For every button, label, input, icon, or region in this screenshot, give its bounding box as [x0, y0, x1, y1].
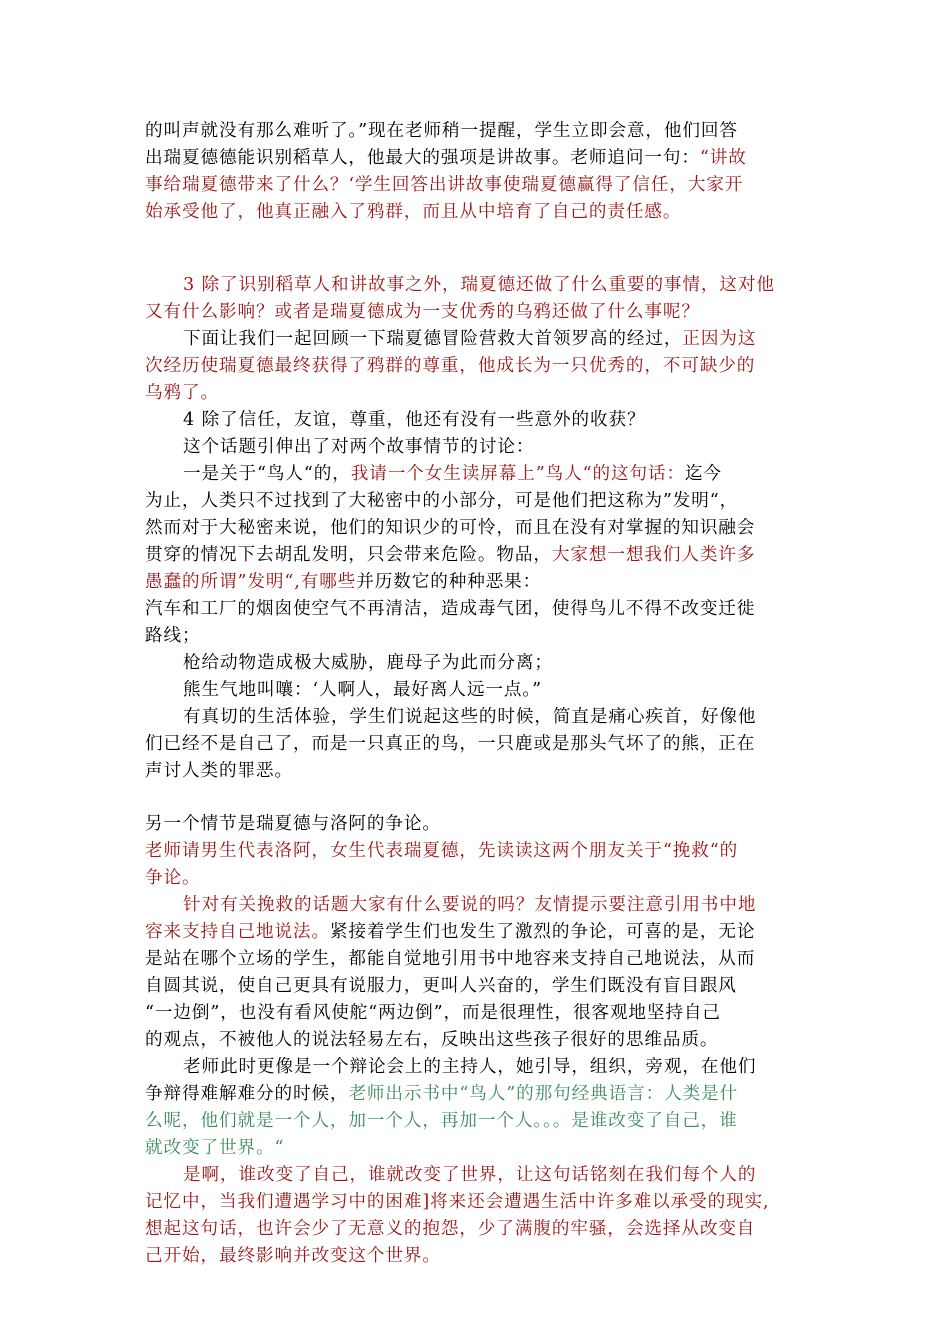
text-line: 枪给动物造成极大威胁，鹿母子为此而分离；: [183, 653, 553, 673]
highlight-quote: 老师出示书中“鸟人”的那句经典语言：人类是什: [348, 1084, 739, 1104]
paragraph-debate: [145, 892, 810, 1054]
text-line: 为止，人类只不过找到了大秘密中的小部分，可是他们把这称为”发明“，: [145, 491, 739, 511]
text-line: 的叫声就没有那么难听了。”现在老师稍一提醒，学生立即会意，他们回答: [145, 121, 738, 141]
paragraph-conclusion: [145, 1162, 810, 1270]
text-line: 容来支持自己地说法。紧接着学生们也发生了激烈的争论，可喜的是，无论: [145, 922, 756, 942]
text-line: 熊生气地叫嚷：‘人啊人，最好离人远一点。”: [183, 680, 542, 700]
text-line: 是啊，谁改变了自己，谁就改变了世界，让这句话铭刻在我们每个人的: [183, 1165, 757, 1185]
text-line: 有真切的生活体验，学生们说起这些的时候，简直是痛心疾首，好像他: [183, 707, 757, 727]
paragraph-pollution: [145, 596, 810, 650]
text-line: “一边倒”，也没有看风使舵“两边倒”，而是很理性，很客观地坚持自己: [145, 1003, 721, 1023]
text-line: 争论。: [145, 868, 201, 888]
text-line: 是站在哪个立场的学生，都能自觉地引用书中地容来支持自己地说法，从而: [145, 949, 756, 969]
text-line: 然而对于大秘密来说，他们的知识少的可怜，而且在没有对掌握的知识融会: [145, 518, 756, 538]
highlight-text: 大家想一想我们人类许多: [551, 545, 756, 565]
text-line: 乌鸦了。: [145, 383, 219, 403]
text-line: 一是关于“鸟人“的，我请一个女生读屏幕上”鸟人“的这句话：迄今: [183, 464, 722, 484]
paragraph-question-4: [145, 407, 810, 434]
text-line: 出瑞夏德德能识别稻草人，他最大的强项是讲故事。老师追问一句：“讲故: [145, 148, 747, 168]
text-line: 的观点，不被他人的说法轻易左右，反映出这些孩子很好的思维品质。: [145, 1030, 719, 1050]
paragraph-question-3: [145, 272, 810, 326]
text-line: 老师请男生代表洛阿，女生代表瑞夏德，先读读这两个朋友关于“挽救“的: [145, 841, 739, 861]
text-line: 争辩得难解难分的时候，老师出示书中“鸟人”的那句经典语言：人类是什: [145, 1084, 739, 1104]
text-line: 针对有关挽救的话题大家有什么要说的吗？友情提示要注意引用书中地: [183, 895, 757, 915]
text-line: 己开始，最终影响并改变这个世界。: [145, 1246, 441, 1266]
highlight-text: 正因为这: [682, 329, 757, 349]
text-line: 下面让我们一起回顾一下瑞夏德冒险营救大首领罗高的经过，正因为这: [183, 329, 757, 349]
text-line: 自圆其说，使自己更具有说服力，更叫人兴奋的，学生们既没有盲目跟风: [145, 976, 737, 996]
paragraph-reading-roles: [145, 838, 810, 892]
paragraph-storytelling: [145, 118, 810, 226]
paragraph-bear: [145, 677, 810, 704]
text-line: 汽车和工厂的烟囱使空气不再清洁，造成毒气团，使得鸟儿不得不改变迁徙: [145, 599, 756, 619]
text-line: 事给瑞夏德带来了什么？‘学生回答出讲故事使瑞夏德赢得了信任，大家开: [145, 175, 744, 195]
paragraph-host: [145, 1054, 810, 1162]
highlight-text: 容来支持自己地说法。: [145, 922, 330, 942]
text-line: 这个话题引伸出了对两个故事情节的讨论：: [183, 437, 535, 457]
text-line: 想起这句话，也许会少了无意义的抱怨，少了满腹的牢骚，会选择从改变自: [145, 1219, 756, 1239]
text-line: 3 除了识别稻草人和讲故事之外，瑞夏德还做了什么重要的事情，这对他: [183, 275, 775, 295]
text-line: 声讨人类的罪恶。: [145, 761, 293, 781]
highlight-text: 愚蠢的所谓”发明“,有哪些: [145, 572, 357, 592]
paragraph-second-plot: [145, 811, 810, 838]
text-line: 路线；: [145, 626, 201, 646]
text-line: 老师此时更像是一个辩论会上的主持人，她引导，组织，旁观，在他们: [183, 1057, 757, 1077]
highlight-text: 我请一个女生读屏幕上”鸟人“的这句话：: [350, 464, 685, 484]
text-line: 另一个情节是瑞夏德与洛阿的争论。: [145, 814, 441, 834]
text-line: 始承受他了，他真正融入了鸦群，而且从中培育了自己的责任感。: [145, 202, 682, 222]
text-line: 记忆中，当我们遭遇学习中的困难]将来还会遭遇生活中许多难以承受的现实,: [145, 1192, 770, 1212]
text-line: 贯穿的情况下去胡乱发明，只会带来危险。物品，大家想一想我们人类许多: [145, 545, 756, 565]
text-line: 4 除了信任，友谊，尊重，他还有没有一些意外的收获？: [183, 410, 646, 430]
text-line: 又有什么影响？或者是瑞夏德成为一支优秀的乌鸦还做了什么事呢？: [145, 302, 700, 322]
text-line: 就改变了世界。“: [145, 1138, 285, 1158]
highlight-question: “讲故: [699, 148, 747, 168]
paragraph-topic: [145, 434, 810, 461]
text-line: 们已经不是自己了，而是一只真正的鸟，一只鹿或是那头气坏了的熊，正在: [145, 734, 756, 754]
text-line: 么呢，他们就是一个人，加一个人，再加一个人。。。是谁改变了自己，谁: [145, 1111, 738, 1131]
paragraph-rescue: [145, 326, 810, 407]
paragraph-experience: [145, 704, 810, 785]
text-line: 愚蠢的所谓”发明“,有哪些并历数它的种种恶果：: [145, 572, 542, 592]
highlight-question: 事给瑞夏德带来了什么？: [145, 175, 349, 195]
text-line: 次经历使瑞夏德最终获得了鸦群的尊重，他成长为一只优秀的，不可缺少的: [145, 356, 756, 376]
paragraph-birdman: [145, 461, 810, 596]
paragraph-guns: [145, 650, 810, 677]
